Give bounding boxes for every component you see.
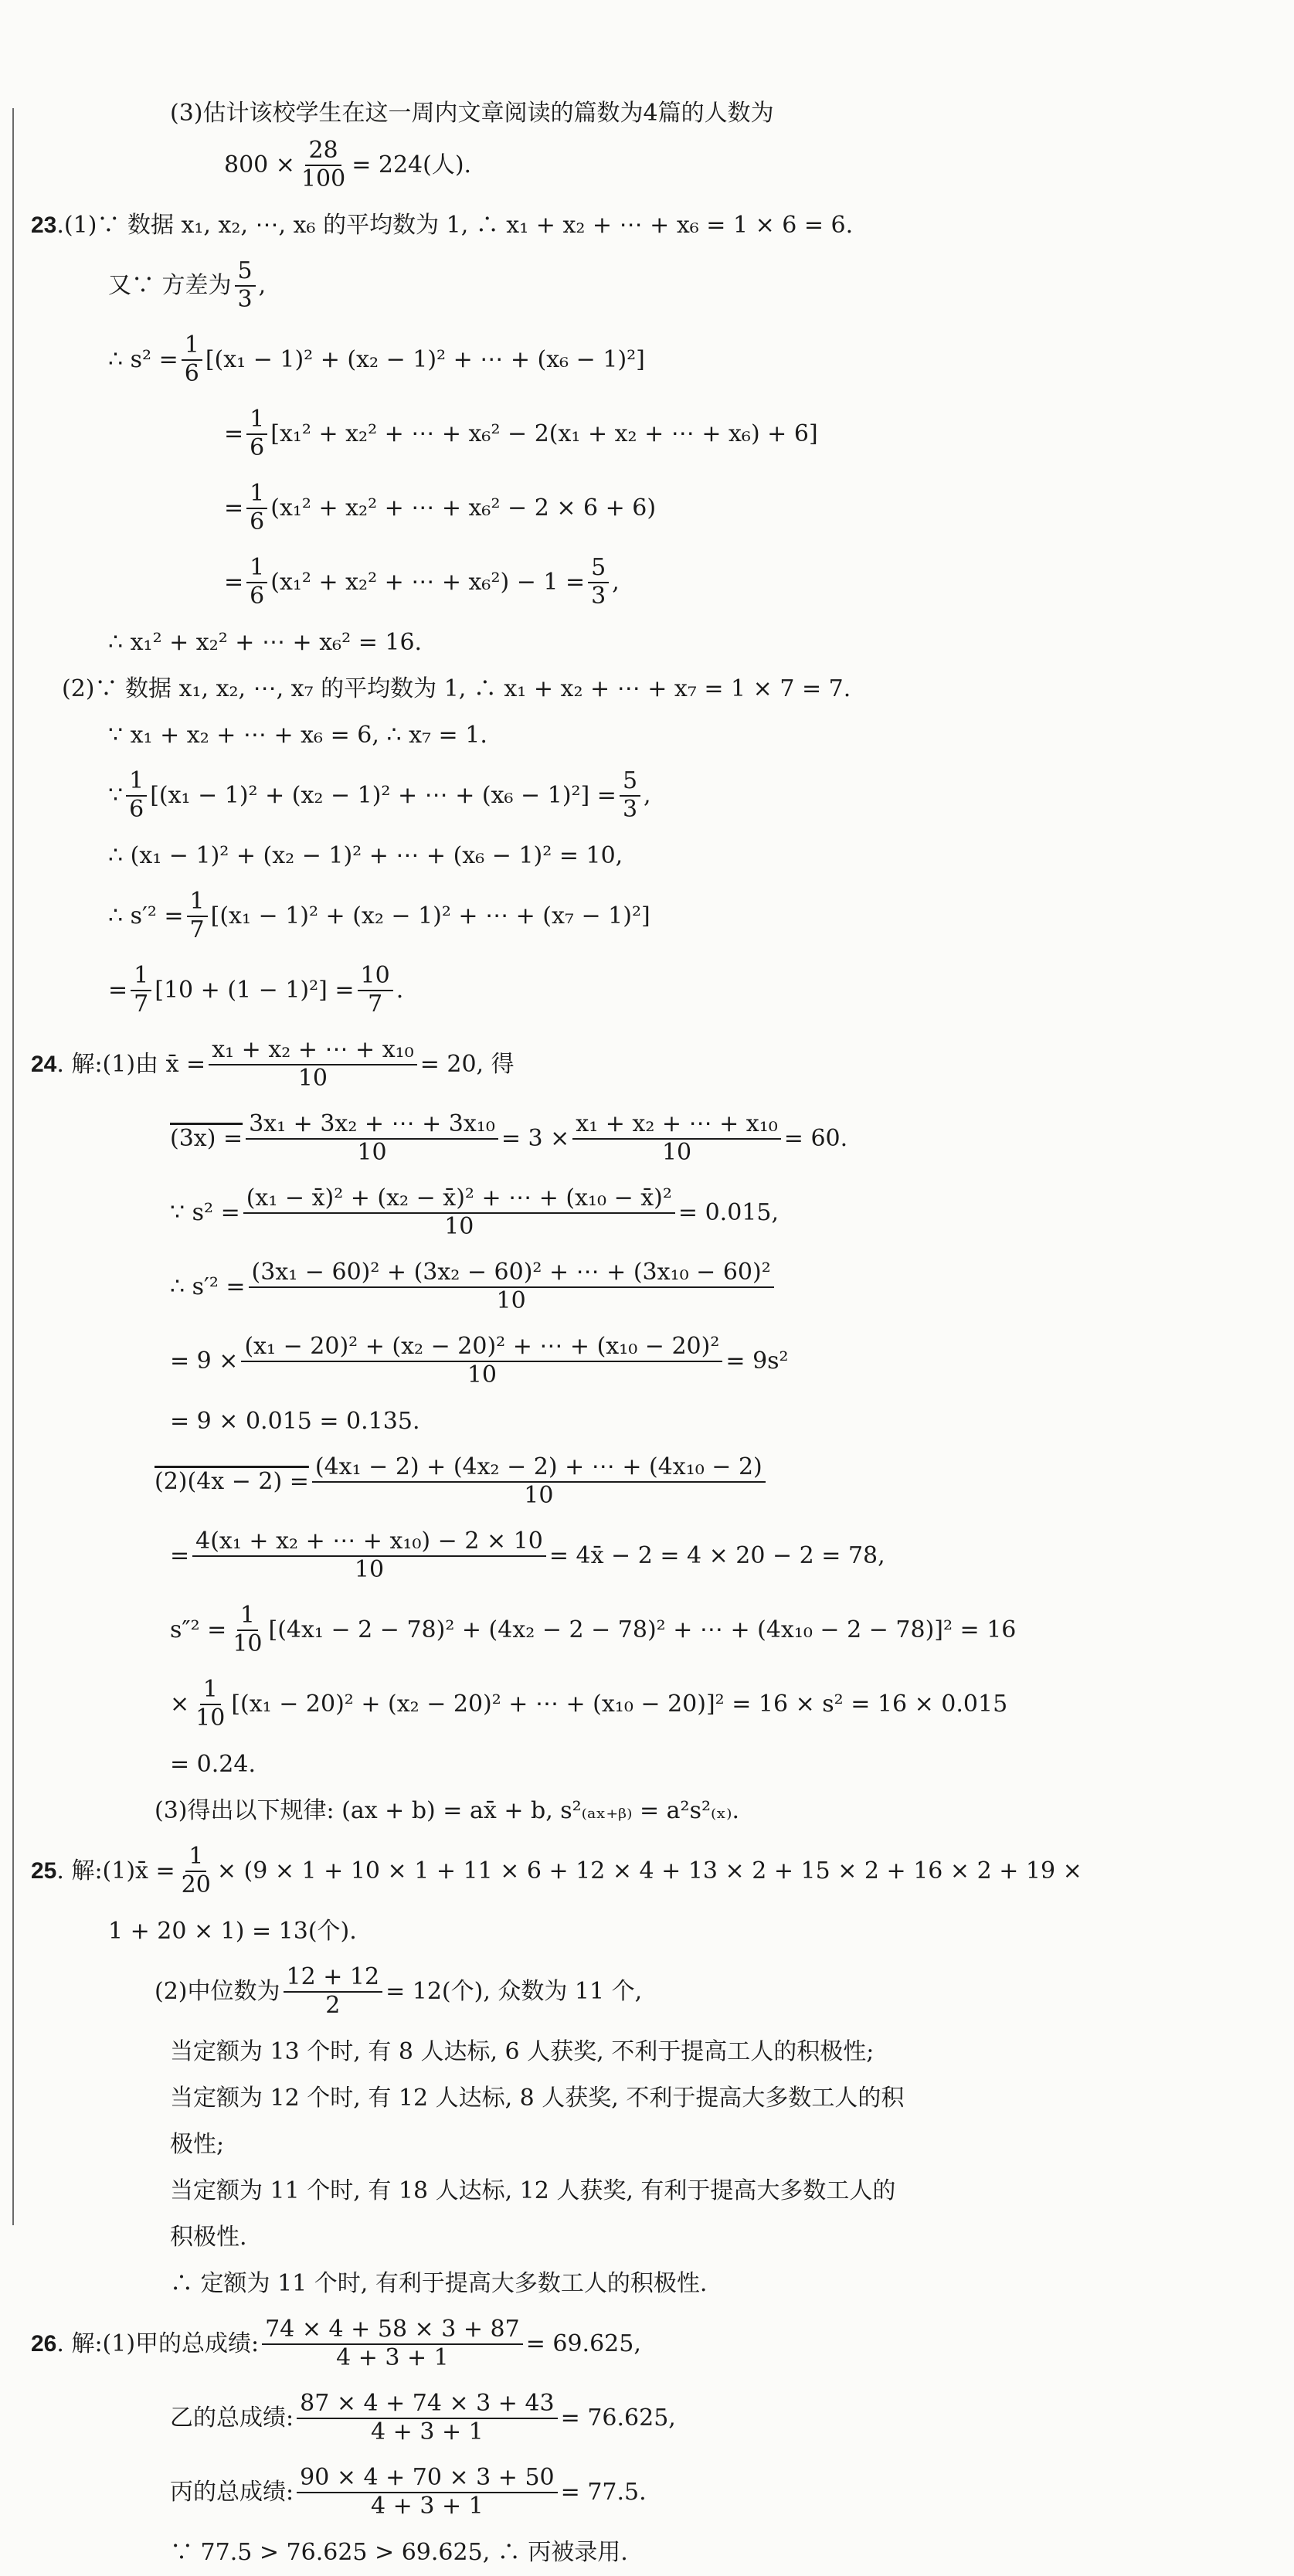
q23-line-4: = $\frac{1}{6}$ [x₁² + x₂² + ⋯ + x₆² − 2(x₁ + x₂ + ⋯ + x₆) + 6] [224,406,818,461]
q23-part2-line-6: = $\frac{1}{7}$ [10 + (1 − 1)²] = $\frac{10}{7}$ . [108,962,404,1018]
fraction: $\frac{\text{(3x₁ − 60)² + (3x₂ − 60)² + ⋯ + (3x₁₀ − 60)²}}{10}$ [249,1259,774,1314]
fraction: $\frac{\text{4(x₁ + x₂ + ⋯ + x₁₀) − 2 × 10}}{10}$ [192,1528,546,1583]
q23-part2-line-2: ∵ x₁ + x₂ + ⋯ + x₆ = 6, ∴ x₇ = 1. [108,721,487,749]
fraction: $\frac{28}{100}$ [301,137,346,192]
answer-page [31,99,1267,2576]
q22-result-line: 800 × $\frac{28}{100}$ = 224(人). [224,137,472,192]
fraction: $\frac{12 + 12}{2}$ [284,1964,383,2019]
q23-part2-line-1: (2)∵ 数据 x₁, x₂, ⋯, x₇ 的平均数为 1, ∴ x₁ + x₂ + ⋯ + x₇ = 1 × 7 = 7. [62,675,851,702]
q23-line-5: = $\frac{1}{6}$ (x₁² + x₂² + ⋯ + x₆² − 2 × 6 + 6) [224,480,657,535]
q23-line-7: ∴ x₁² + x₂² + ⋯ + x₆² = 16. [108,628,423,656]
fraction: $\frac{1}{10}$ [195,1676,226,1731]
q25-line-1: 25 . 解:(1)x̄ = $\frac{1}{20}$ × (9 × 1 + 10 × 1 + 11 × 6 + 12 × 4 + 13 × 2 + 15 × 2 + 16 × 2 + 19 × [31,1843,1082,1898]
q26-line-4: ∵ 77.5 > 76.625 > 69.625, ∴ 丙被录用. [170,2538,628,2566]
q24-line-5: = 9 × $\frac{\text{(x₁ − 20)² + (x₂ − 20)² + ⋯ + (x₁₀ − 20)²}}{10}$ = 9s² [170,1333,789,1388]
q25-part2-line-6: 积极性. [170,2223,247,2251]
q23-part2-line-4: ∴ (x₁ − 1)² + (x₂ − 1)² + ⋯ + (x₆ − 1)² = 10, [108,841,623,869]
question-number: 23 [31,212,57,238]
fraction: $\frac{\text{x₁ + x₂ + ⋯ + x₁₀}}{10}$ [209,1037,417,1092]
q25-part2-line-5: 当定额为 11 个时, 有 18 人达标, 12 人获奖, 有利于提高大多数工人的 [170,2177,896,2204]
q26-line-1: 26 . 解:(1)甲的总成绩: $\frac{74 \times 4 + 58 \times 3 + 87}{4 + 3 + 1}$ = 69.625, [31,2316,641,2371]
q24-line-4: ∴ s′² = $\frac{\text{(3x₁ − 60)² + (3x₂ − 60)² + ⋯ + (3x₁₀ − 60)²}}{10}$ [31,1250,1267,1324]
fraction: $\frac{1}{10}$ [233,1602,263,1657]
fraction: $\frac{1}{7}$ [187,889,208,943]
fraction: $\frac{\text{(x₁ − x̄)² + (x₂ − x̄)² + ⋯ + (x₁₀ − x̄)²}}{10}$ [243,1185,675,1240]
q23-line-3: ∴ s² = $\frac{1}{6}$ [(x₁ − 1)² + (x₂ − 1)² + ⋯ + (x₆ − 1)²] [108,331,645,387]
fraction: $\frac{5}{3}$ [620,768,640,823]
q26-line-3: 丙的总成绩: $\frac{90 \times 4 + 70 \times 3 + 50}{4 + 3 + 1}$ = 77.5. [170,2464,647,2520]
q25-part2-line-7: ∴ 定额为 11 个时, 有利于提高大多数工人的积极性. [170,2269,708,2297]
question-number: 24 [31,1051,57,1077]
q25-line-2: 1 + 20 × 1) = 13(个). [108,1917,357,1945]
fraction: $\frac{\text{(4x₁ − 2) + (4x₂ − 2) + ⋯ + (4x₁₀ − 2)}}{10}$ [312,1454,766,1509]
fraction: $\frac{90 \times 4 + 70 \times 3 + 50}{4 + 3 + 1}$ [297,2465,558,2520]
fraction: $\frac{1}{7}$ [131,963,151,1018]
q24-line-6: = 9 × 0.015 = 0.135. [170,1407,420,1435]
question-number: 26 [31,2330,57,2357]
q24-line-1: 24 . 解:(1)由 x̄ = $\frac{\text{x₁ + x₂ + ⋯ + x₁₀}}{10}$ = 20, 得 [31,1036,515,1092]
q24-part3-line: (3)得出以下规律: (ax + b) = ax̄ + b, s²₍ₐₓ₊ᵦ₎ = a²s²₍ₓ₎. [155,1796,739,1824]
q24-part2-line-3: s″² = $\frac{1}{10}$ [(4x₁ − 2 − 78)² + (4x₂ − 2 − 78)² + ⋯ + (4x₁₀ − 2 − 78)]² = 16 [170,1602,1017,1657]
fraction: $\frac{\text{(x₁ − 20)² + (x₂ − 20)² + ⋯ + (x₁₀ − 20)²}}{10}$ [241,1334,722,1388]
fraction: $\frac{5}{3}$ [588,555,609,610]
fraction: $\frac{87 \times 4 + 74 \times 3 + 43}{4 + 3 + 1}$ [297,2391,558,2445]
q23-part2-line-3: ∵ $\frac{1}{6}$ [(x₁ − 1)² + (x₂ − 1)² + ⋯ + (x₆ − 1)²] = $\frac{5}{3}$ , [108,767,651,823]
q24-line-2: (3x) = $\frac{\text{3x₁ + 3x₂ + ⋯ + 3x₁₀}}{10}$ = 3 × $\frac{\text{x₁ + x₂ + ⋯ + x₁₀}}{10}$ = 60. [170,1110,848,1166]
q24-part2-line-2: = $\frac{\text{4(x₁ + x₂ + ⋯ + x₁₀) − 2 × 10}}{10}$ = 4x̄ − 2 = 4 × 20 − 2 = 78, [170,1528,885,1583]
q22-part3-line: (3)估计该校学生在这一周内文章阅读的篇数为4篇的人数为 [170,100,774,127]
q24-part2-line-5: = 0.24. [170,1750,256,1778]
fraction: $\frac{74 \times 4 + 58 \times 3 + 87}{4 + 3 + 1}$ [262,2316,523,2371]
fraction: $\frac{10}{7}$ [358,963,393,1018]
q25-part2-line-1: (2)中位数为 $\frac{12 + 12}{2}$ = 12(个), 众数为 11 个, [155,1963,643,2019]
q24-part2-line-1: (2)(4x − 2) = $\frac{\text{(4x₁ − 2) + (4x₂ − 2) + ⋯ + (4x₁₀ − 2)}}{10}$ [31,1445,1267,1519]
q26-line-2: 乙的总成绩: $\frac{87 \times 4 + 74 \times 3 + 43}{4 + 3 + 1}$ = 76.625, [170,2390,676,2445]
question-number: 25 [31,1857,57,1884]
q23-line-2: 又∵ 方差为 $\frac{5}{3}$ , [108,257,267,313]
fraction: $\frac{1}{6}$ [126,768,147,823]
q24-line-3: ∵ s² = $\frac{\text{(x₁ − x̄)² + (x₂ − x̄)² + ⋯ + (x₁₀ − x̄)²}}{10}$ = 0.015, [170,1184,779,1240]
fraction: $\frac{5}{3}$ [235,258,256,313]
q23-line-6: = $\frac{1}{6}$ (x₁² + x₂² + ⋯ + x₆²) − 1 = $\frac{5}{3}$ , [224,554,620,610]
fraction: $\frac{\text{3x₁ + 3x₂ + ⋯ + 3x₁₀}}{10}$ [246,1111,498,1166]
fraction: $\frac{\text{x₁ + x₂ + ⋯ + x₁₀}}{10}$ [572,1111,781,1166]
fraction: $\frac{1}{20}$ [181,1843,211,1898]
q25-part2-line-4: 极性; [170,2130,225,2158]
fraction: $\frac{1}{6}$ [246,555,267,610]
q25-part2-line-2: 当定额为 13 个时, 有 8 人达标, 6 人获奖, 不利于提高工人的积极性; [170,2037,875,2065]
q23-line-1: 23 .(1)∵ 数据 x₁, x₂, ⋯, x₆ 的平均数为 1, ∴ x₁ + x₂ + ⋯ + x₆ = 1 × 6 = 6. [31,211,854,239]
q25-part2-line-3: 当定额为 12 个时, 有 12 人达标, 8 人获奖, 不利于提高大多数工人的积 [170,2084,905,2112]
fraction: $\frac{1}{6}$ [246,481,267,535]
fraction: $\frac{1}{6}$ [182,332,202,387]
q24-part2-line-4: × $\frac{1}{10}$ [(x₁ − 20)² + (x₂ − 20)² + ⋯ + (x₁₀ − 20)]² = 16 × s² = 16 × 0.015 [170,1676,1008,1731]
q23-part2-line-5: ∴ s′² = $\frac{1}{7}$ [(x₁ − 1)² + (x₂ − 1)² + ⋯ + (x₇ − 1)²] [108,888,650,943]
margin-rule [12,108,14,2225]
fraction: $\frac{1}{6}$ [246,406,267,461]
